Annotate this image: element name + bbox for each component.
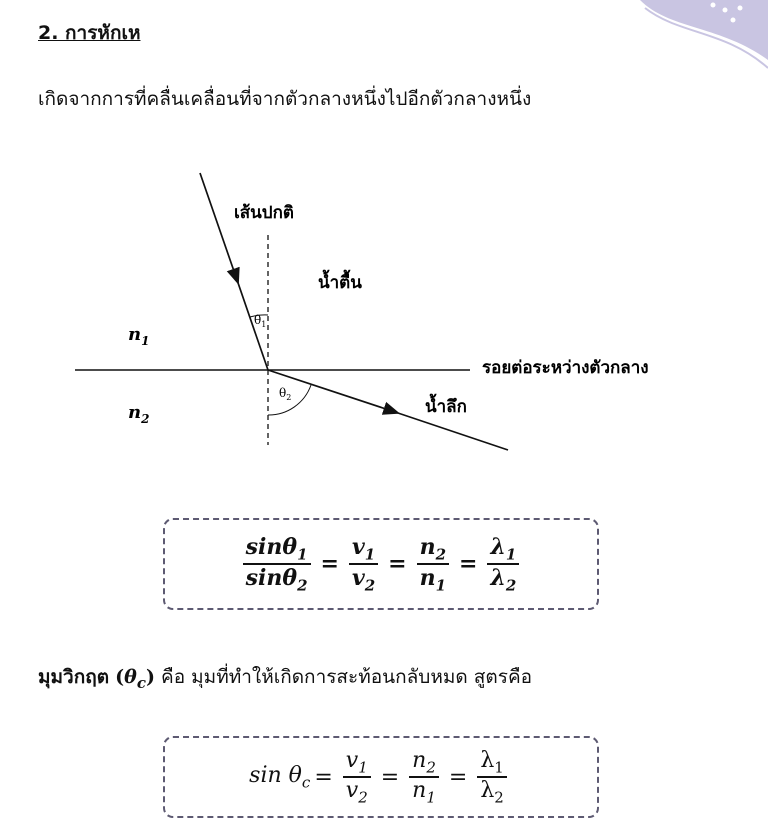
eq1-c-num-sub: 2 [426, 758, 436, 776]
n2-label: n [128, 402, 142, 423]
eq1-b-den-sub: 2 [358, 788, 368, 807]
incident-ray [200, 173, 236, 277]
critical-rest: คือ มุมที่ทำให้เกิดการสะท้อนกลับหมด สูตรคือ [154, 666, 533, 688]
critical-symbol-sub: c [136, 673, 146, 692]
critical-angle-text: มุมวิกฤต $(\theta_c)$ คือ มุมที่ทำให้เกิดการสะท้อนกลับหมด สูตรคือ [38, 666, 533, 692]
eq1-c-den: n [412, 778, 427, 803]
boundary-label: รอยต่อระหว่างตัวกลาง [482, 358, 649, 378]
eq1-d-den-sub: 2 [494, 788, 504, 807]
eq1-c-den-sub: 1 [426, 788, 436, 807]
eq1-d-den: λ [480, 778, 495, 803]
diagram-n1-sub: 1 [141, 334, 150, 348]
snell-law-equation-box [163, 518, 599, 610]
eq1-a-num-sub: 1 [297, 545, 308, 563]
svg-text:θ2 [279, 386, 291, 402]
eq1-d-num-sub: 1 [494, 758, 504, 776]
eq1-a-den-sub: 2 [297, 576, 308, 595]
eq1-c-num-sub: 2 [435, 545, 447, 563]
eq1-equals: = [459, 551, 478, 577]
critical-term: มุมวิกฤต [38, 666, 110, 688]
svg-text:n1 [128, 324, 149, 348]
critical-angle-equation-box [163, 736, 599, 818]
eq1-b-num: v [345, 747, 359, 773]
theta2-label: θ [279, 386, 287, 400]
eq2-lhs-sub: c [301, 773, 311, 792]
intro-text: เกิดจากการที่คลื่นเคลื่อนที่จากตัวกลางหนึ่งไปอีกตัวกลางหนึ่ง [38, 88, 532, 110]
section-heading: 2. การหักเห [38, 22, 141, 44]
critical-symbol: θ [124, 666, 137, 688]
eq1-d-num: λ [490, 533, 506, 560]
eq1-d-num: λ [480, 747, 495, 773]
eq1-equals: = [314, 764, 333, 790]
shallow-water-label: น้ำตื้น [318, 273, 362, 293]
eq1-c-num: n [412, 747, 427, 773]
eq1-equals: = [380, 764, 400, 790]
eq1-b-num-sub: 1 [358, 758, 368, 776]
n1-label: n [128, 324, 142, 345]
eq1-d-den-sub: 2 [505, 576, 517, 595]
eq1-c-den: n [419, 565, 436, 591]
corner-decoration [600, 0, 768, 80]
refracted-ray [268, 370, 392, 411]
theta1-label: θ [254, 313, 262, 327]
diagram-n2-sub: 2 [141, 412, 150, 426]
eq1-d-num-sub: 1 [505, 545, 517, 563]
deep-water-label: น้ำลึก [425, 397, 467, 417]
eq1-b-den: v [351, 565, 365, 591]
eq1-b-den-sub: 2 [364, 576, 376, 595]
eq1-b-num-sub: 1 [364, 545, 376, 563]
eq1-a-num: sinθ [245, 533, 298, 560]
normal-label: เส้นปกติ [234, 203, 294, 223]
diagram-theta1-sub: 1 [261, 320, 267, 329]
eq1-a-den: sinθ [245, 565, 298, 591]
eq1-b-num: v [351, 533, 365, 560]
eq1-c-den-sub: 1 [435, 576, 447, 595]
eq1-equals: = [448, 764, 468, 790]
svg-text:n2 [128, 402, 149, 426]
eq1-d-den: λ [490, 565, 506, 591]
eq1-equals: = [388, 551, 407, 577]
eq1-b-den: v [345, 778, 359, 803]
refraction-diagram [0, 160, 768, 470]
diagram-theta2-sub: 2 [286, 393, 292, 402]
eq1-equals: = [320, 551, 339, 577]
eq2-lhs: sin θ [249, 762, 302, 788]
eq1-c-num: n [419, 533, 436, 560]
